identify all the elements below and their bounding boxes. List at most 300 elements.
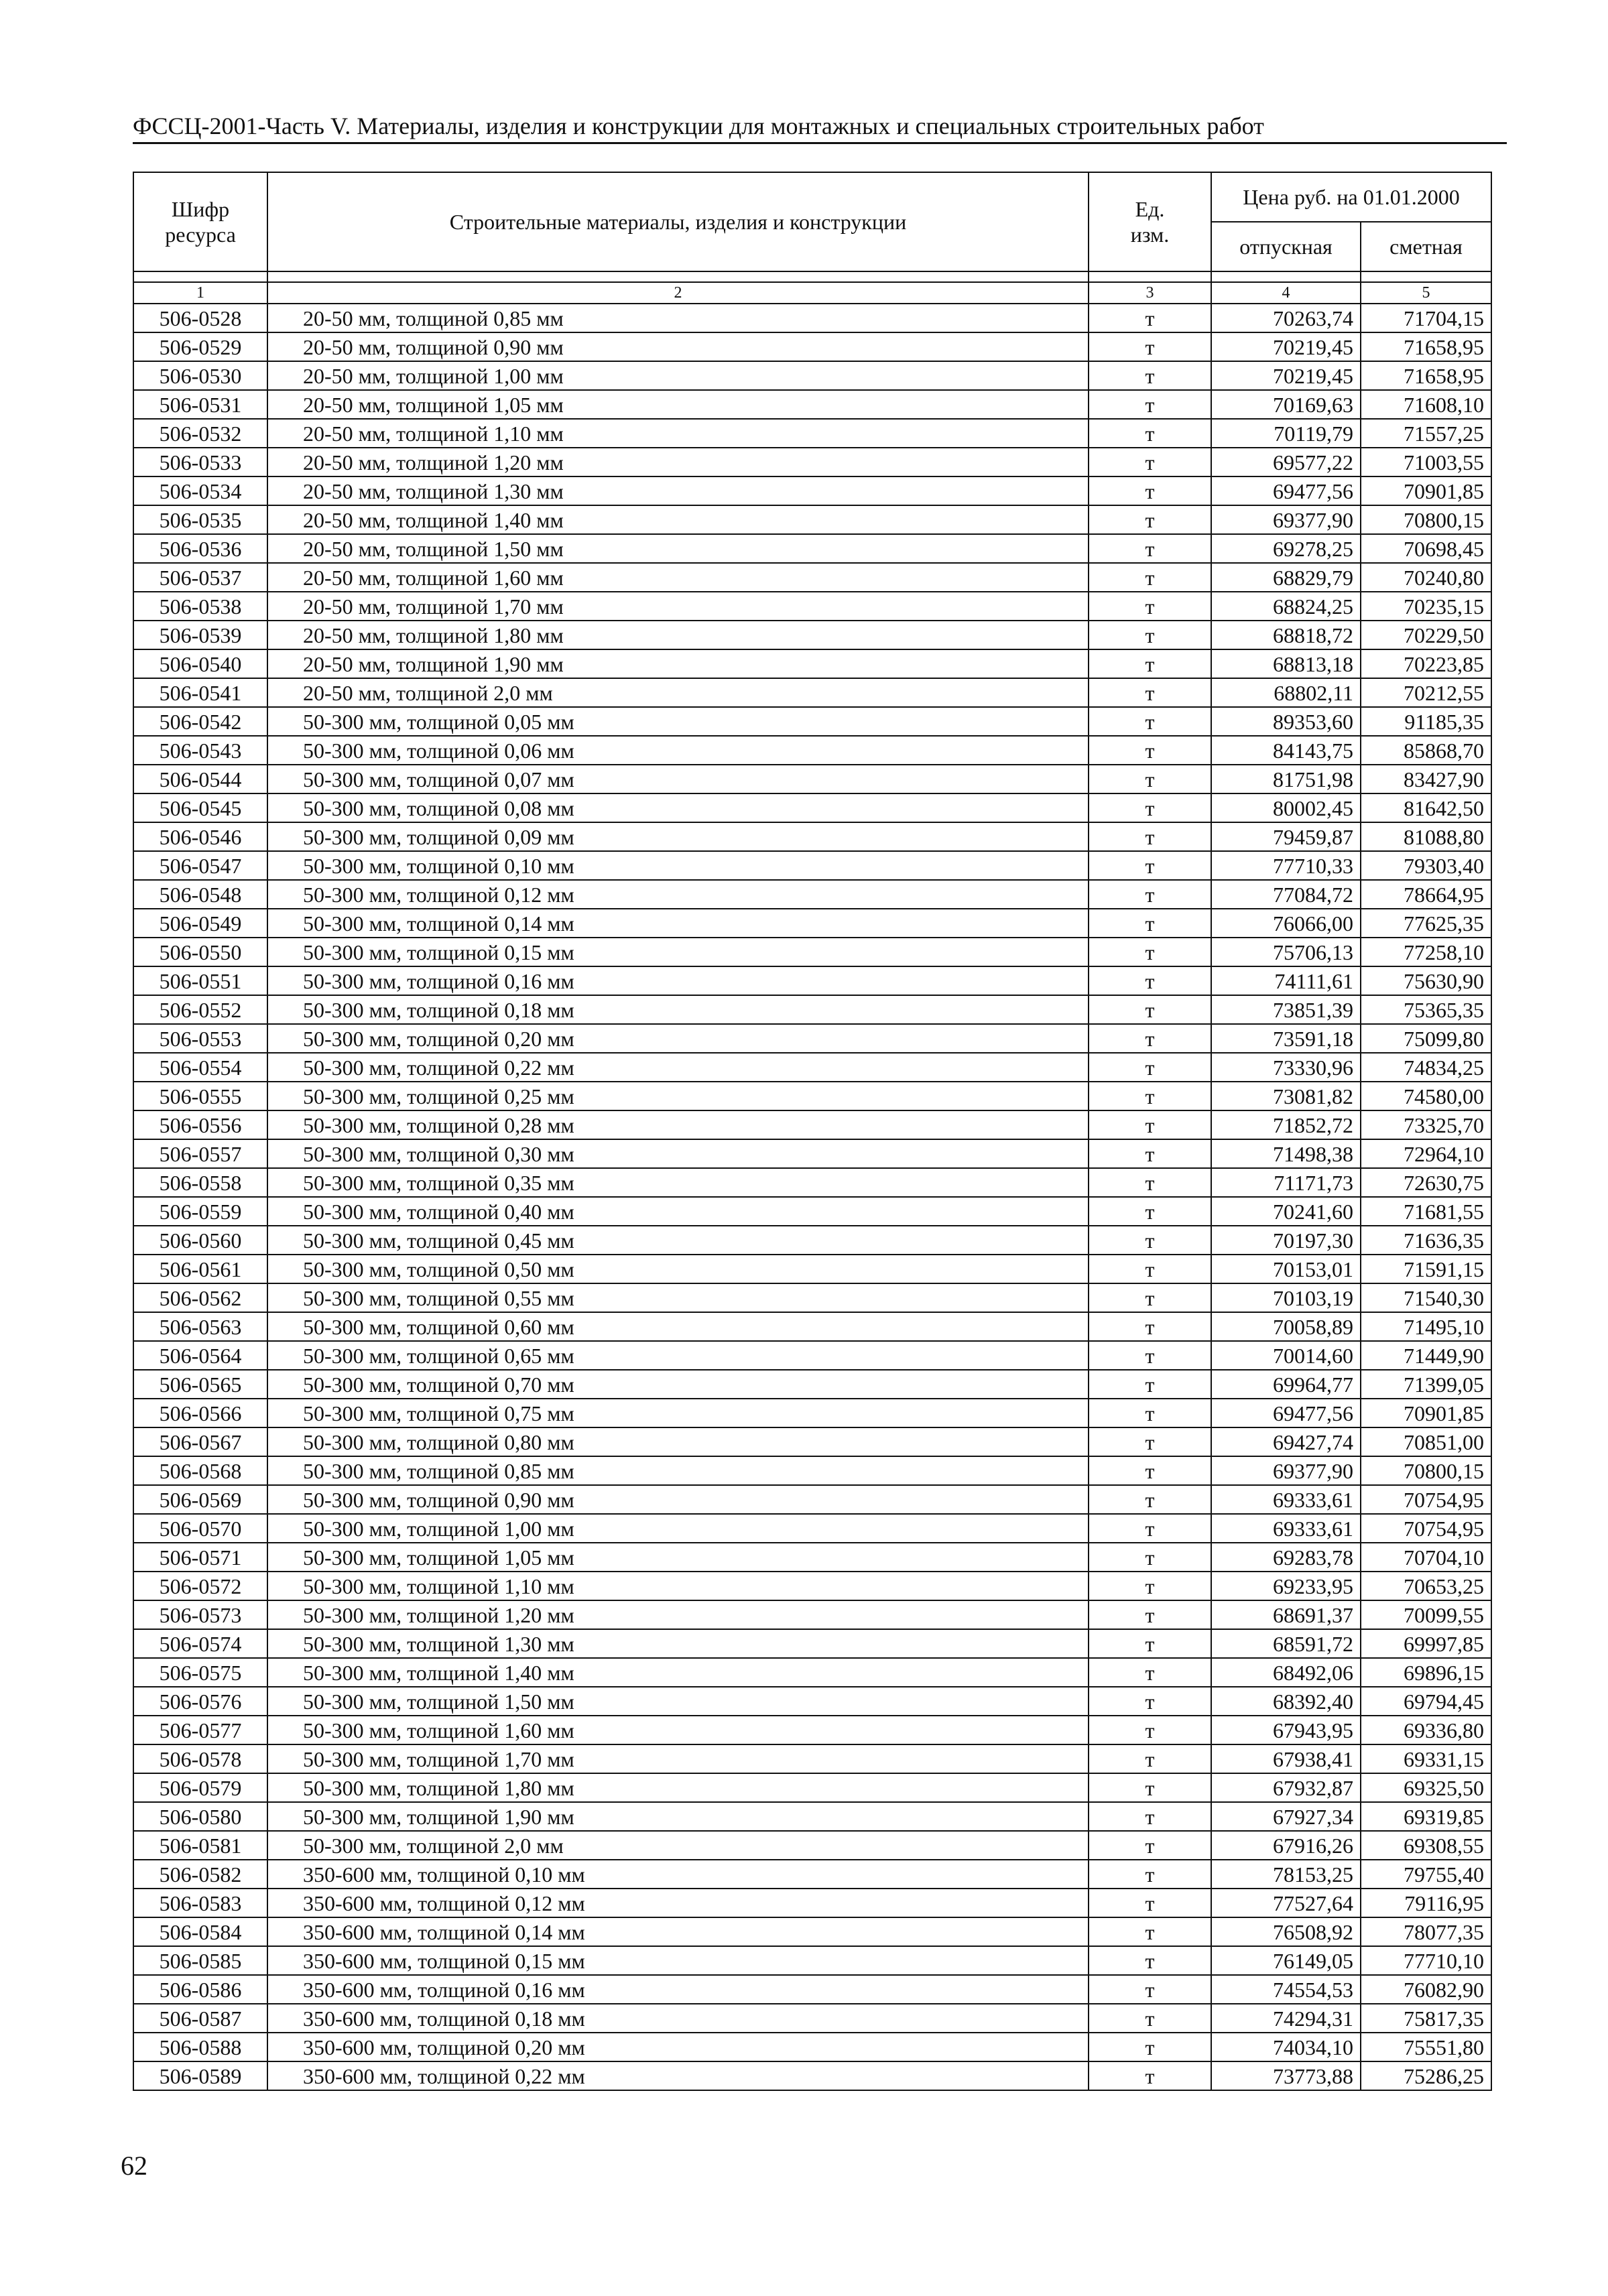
- unit: т: [1089, 1744, 1211, 1773]
- material-name: 50-300 мм, толщиной 1,90 мм: [267, 1802, 1089, 1831]
- resource-code: 506-0585: [133, 1946, 267, 1975]
- unit: т: [1089, 1658, 1211, 1687]
- price-release: 67932,87: [1211, 1773, 1361, 1802]
- material-name: 50-300 мм, толщиной 0,25 мм: [267, 1082, 1089, 1110]
- table-row: [133, 1341, 1491, 1370]
- material-name: 50-300 мм, толщиной 0,06 мм: [267, 736, 1089, 765]
- price-release: 77527,64: [1211, 1889, 1361, 1917]
- table-row: [133, 1572, 1491, 1600]
- price-release: 69278,25: [1211, 534, 1361, 563]
- price-release: 71498,38: [1211, 1139, 1361, 1168]
- unit: т: [1089, 1399, 1211, 1427]
- resource-code: 506-0571: [133, 1543, 267, 1572]
- material-name: 50-300 мм, толщиной 0,35 мм: [267, 1168, 1089, 1197]
- unit: т: [1089, 1139, 1211, 1168]
- table-row: [133, 563, 1491, 592]
- unit: т: [1089, 1543, 1211, 1572]
- price-estimate: 79755,40: [1361, 1860, 1491, 1889]
- material-name: 50-300 мм, толщиной 0,80 мм: [267, 1427, 1089, 1456]
- material-name: 50-300 мм, толщиной 1,10 мм: [267, 1572, 1089, 1600]
- material-name: 50-300 мм, толщиной 1,05 мм: [267, 1543, 1089, 1572]
- price-release: 67927,34: [1211, 1802, 1361, 1831]
- table-row: [133, 822, 1491, 851]
- unit: т: [1089, 793, 1211, 822]
- resource-code: 506-0557: [133, 1139, 267, 1168]
- resource-code: 506-0537: [133, 563, 267, 592]
- unit: т: [1089, 1255, 1211, 1283]
- table-row: [133, 1427, 1491, 1456]
- price-estimate: 71003,55: [1361, 448, 1491, 476]
- table-row: [133, 1082, 1491, 1110]
- material-name: 50-300 мм, толщиной 0,07 мм: [267, 765, 1089, 793]
- resource-code: 506-0584: [133, 1917, 267, 1946]
- resource-code: 506-0529: [133, 332, 267, 361]
- unit: т: [1089, 880, 1211, 909]
- material-name: 50-300 мм, толщиной 1,40 мм: [267, 1658, 1089, 1687]
- resource-code: 506-0581: [133, 1831, 267, 1860]
- resource-code: 506-0560: [133, 1226, 267, 1255]
- price-release: 77084,72: [1211, 880, 1361, 909]
- unit: т: [1089, 851, 1211, 880]
- price-table: [133, 172, 1492, 2091]
- material-name: 50-300 мм, толщиной 2,0 мм: [267, 1831, 1089, 1860]
- table-row: [133, 1600, 1491, 1629]
- price-release: 70263,74: [1211, 304, 1361, 332]
- resource-code: 506-0568: [133, 1456, 267, 1485]
- unit: т: [1089, 938, 1211, 966]
- unit: т: [1089, 1773, 1211, 1802]
- unit: т: [1089, 332, 1211, 361]
- price-release: 73591,18: [1211, 1024, 1361, 1053]
- unit: т: [1089, 448, 1211, 476]
- resource-code: 506-0576: [133, 1687, 267, 1716]
- page-number: 62: [121, 2151, 147, 2181]
- price-estimate: 71449,90: [1361, 1341, 1491, 1370]
- column-number: 5: [1361, 282, 1491, 304]
- price-release: 73851,39: [1211, 995, 1361, 1024]
- material-name: 350-600 мм, толщиной 0,16 мм: [267, 1975, 1089, 2004]
- material-name: 50-300 мм, толщиной 0,55 мм: [267, 1283, 1089, 1312]
- unit: т: [1089, 534, 1211, 563]
- price-release: 79459,87: [1211, 822, 1361, 851]
- price-estimate: 85868,70: [1361, 736, 1491, 765]
- table-row: [133, 765, 1491, 793]
- price-estimate: 75817,35: [1361, 2004, 1491, 2033]
- table-row: [133, 1716, 1491, 1744]
- table-row: [133, 1658, 1491, 1687]
- table-row: [133, 1917, 1491, 1946]
- price-release: 70058,89: [1211, 1312, 1361, 1341]
- resource-code: 506-0559: [133, 1197, 267, 1226]
- price-estimate: 70851,00: [1361, 1427, 1491, 1456]
- material-name: 50-300 мм, толщиной 0,12 мм: [267, 880, 1089, 909]
- unit: т: [1089, 1485, 1211, 1514]
- price-estimate: 91185,35: [1361, 707, 1491, 736]
- table-row: [133, 2033, 1491, 2061]
- material-name: 350-600 мм, толщиной 0,18 мм: [267, 2004, 1089, 2033]
- table-row: [133, 534, 1491, 563]
- resource-code: 506-0575: [133, 1658, 267, 1687]
- price-release: 69964,77: [1211, 1370, 1361, 1399]
- table-row: [133, 304, 1491, 332]
- resource-code: 506-0579: [133, 1773, 267, 1802]
- price-estimate: 77258,10: [1361, 938, 1491, 966]
- resource-code: 506-0564: [133, 1341, 267, 1370]
- price-release: 74294,31: [1211, 2004, 1361, 2033]
- table-row: [133, 1543, 1491, 1572]
- material-name: 20-50 мм, толщиной 1,20 мм: [267, 448, 1089, 476]
- table-row: [133, 736, 1491, 765]
- resource-code: 506-0586: [133, 1975, 267, 2004]
- material-name: 50-300 мм, толщиной 1,00 мм: [267, 1514, 1089, 1543]
- resource-code: 506-0570: [133, 1514, 267, 1543]
- header-spacer: [133, 271, 1491, 282]
- unit: т: [1089, 2004, 1211, 2033]
- price-release: 78153,25: [1211, 1860, 1361, 1889]
- material-name: 50-300 мм, толщиной 0,30 мм: [267, 1139, 1089, 1168]
- price-estimate: 75630,90: [1361, 966, 1491, 995]
- price-estimate: 81088,80: [1361, 822, 1491, 851]
- table-row: [133, 1975, 1491, 2004]
- unit: т: [1089, 2033, 1211, 2061]
- material-name: 350-600 мм, толщиной 0,20 мм: [267, 2033, 1089, 2061]
- resource-code: 506-0558: [133, 1168, 267, 1197]
- price-release: 75706,13: [1211, 938, 1361, 966]
- price-release: 77710,33: [1211, 851, 1361, 880]
- table-row: [133, 966, 1491, 995]
- table-row: [133, 1946, 1491, 1975]
- unit: т: [1089, 765, 1211, 793]
- header-unit: Ед. изм.: [1089, 172, 1211, 271]
- resource-code: 506-0588: [133, 2033, 267, 2061]
- table-body: [133, 304, 1491, 2090]
- table-row: [133, 851, 1491, 880]
- header-price-release: отпускная: [1211, 222, 1361, 271]
- column-number: 4: [1211, 282, 1361, 304]
- material-name: 20-50 мм, толщиной 1,90 мм: [267, 649, 1089, 678]
- table-row: [133, 1255, 1491, 1283]
- table-row: [133, 1110, 1491, 1139]
- table-row: [133, 1139, 1491, 1168]
- column-number: 1: [133, 282, 267, 304]
- price-estimate: 75551,80: [1361, 2033, 1491, 2061]
- price-estimate: 71557,25: [1361, 419, 1491, 448]
- material-name: 50-300 мм, толщиной 0,09 мм: [267, 822, 1089, 851]
- price-estimate: 71704,15: [1361, 304, 1491, 332]
- resource-code: 506-0532: [133, 419, 267, 448]
- table-row: [133, 1399, 1491, 1427]
- unit: т: [1089, 476, 1211, 505]
- resource-code: 506-0542: [133, 707, 267, 736]
- resource-code: 506-0578: [133, 1744, 267, 1773]
- unit: т: [1089, 1226, 1211, 1255]
- table-row: [133, 707, 1491, 736]
- material-name: 20-50 мм, толщиной 1,10 мм: [267, 419, 1089, 448]
- column-number: 2: [267, 282, 1089, 304]
- price-release: 69477,56: [1211, 1399, 1361, 1427]
- price-estimate: 73325,70: [1361, 1110, 1491, 1139]
- price-release: 71852,72: [1211, 1110, 1361, 1139]
- material-name: 50-300 мм, толщиной 0,15 мм: [267, 938, 1089, 966]
- resource-code: 506-0549: [133, 909, 267, 938]
- price-estimate: 78077,35: [1361, 1917, 1491, 1946]
- page-header: [133, 111, 1507, 144]
- table-row: [133, 880, 1491, 909]
- resource-code: 506-0589: [133, 2061, 267, 2090]
- resource-code: 506-0583: [133, 1889, 267, 1917]
- resource-code: 506-0555: [133, 1082, 267, 1110]
- resource-code: 506-0554: [133, 1053, 267, 1082]
- material-name: 50-300 мм, толщиной 0,20 мм: [267, 1024, 1089, 1053]
- table-row: [133, 1053, 1491, 1082]
- unit: т: [1089, 563, 1211, 592]
- price-release: 74111,61: [1211, 966, 1361, 995]
- table-row: [133, 1514, 1491, 1543]
- price-release: 84143,75: [1211, 736, 1361, 765]
- price-estimate: 71658,95: [1361, 332, 1491, 361]
- resource-code: 506-0545: [133, 793, 267, 822]
- price-release: 70014,60: [1211, 1341, 1361, 1370]
- resource-code: 506-0528: [133, 304, 267, 332]
- price-estimate: 71608,10: [1361, 390, 1491, 419]
- material-name: 50-300 мм, толщиной 1,60 мм: [267, 1716, 1089, 1744]
- price-release: 68492,06: [1211, 1658, 1361, 1687]
- unit: т: [1089, 1572, 1211, 1600]
- price-release: 67943,95: [1211, 1716, 1361, 1744]
- table-row: [133, 1312, 1491, 1341]
- price-release: 70197,30: [1211, 1226, 1361, 1255]
- material-name: 50-300 мм, толщиной 0,10 мм: [267, 851, 1089, 880]
- price-estimate: 77710,10: [1361, 1946, 1491, 1975]
- price-estimate: 70754,95: [1361, 1514, 1491, 1543]
- table-row: [133, 1168, 1491, 1197]
- unit: т: [1089, 1456, 1211, 1485]
- table-row: [133, 909, 1491, 938]
- unit: т: [1089, 390, 1211, 419]
- resource-code: 506-0582: [133, 1860, 267, 1889]
- price-release: 74034,10: [1211, 2033, 1361, 2061]
- resource-code: 506-0562: [133, 1283, 267, 1312]
- resource-code: 506-0566: [133, 1399, 267, 1427]
- price-estimate: 71495,10: [1361, 1312, 1491, 1341]
- table-row: [133, 1889, 1491, 1917]
- price-release: 69477,56: [1211, 476, 1361, 505]
- unit: т: [1089, 1716, 1211, 1744]
- price-release: 68591,72: [1211, 1629, 1361, 1658]
- material-name: 50-300 мм, толщиной 0,14 мм: [267, 909, 1089, 938]
- table-row: [133, 1024, 1491, 1053]
- material-name: 50-300 мм, толщиной 0,28 мм: [267, 1110, 1089, 1139]
- material-name: 50-300 мм, толщиной 0,22 мм: [267, 1053, 1089, 1082]
- material-name: 350-600 мм, толщиной 0,12 мм: [267, 1889, 1089, 1917]
- unit: т: [1089, 1975, 1211, 2004]
- unit: т: [1089, 361, 1211, 390]
- price-estimate: 71636,35: [1361, 1226, 1491, 1255]
- resource-code: 506-0556: [133, 1110, 267, 1139]
- price-release: 68818,72: [1211, 621, 1361, 649]
- price-release: 71171,73: [1211, 1168, 1361, 1197]
- table-row: [133, 1802, 1491, 1831]
- price-release: 69577,22: [1211, 448, 1361, 476]
- price-estimate: 74834,25: [1361, 1053, 1491, 1082]
- price-release: 69233,95: [1211, 1572, 1361, 1600]
- price-estimate: 71540,30: [1361, 1283, 1491, 1312]
- price-estimate: 70235,15: [1361, 592, 1491, 621]
- table-row: [133, 2061, 1491, 2090]
- unit: т: [1089, 505, 1211, 534]
- price-release: 76508,92: [1211, 1917, 1361, 1946]
- material-name: 20-50 мм, толщиной 1,80 мм: [267, 621, 1089, 649]
- price-release: 67916,26: [1211, 1831, 1361, 1860]
- price-release: 76149,05: [1211, 1946, 1361, 1975]
- unit: т: [1089, 995, 1211, 1024]
- unit: т: [1089, 1889, 1211, 1917]
- table-row: [133, 1197, 1491, 1226]
- material-name: 20-50 мм, толщиной 2,0 мм: [267, 678, 1089, 707]
- table-row: [133, 938, 1491, 966]
- price-release: 69377,90: [1211, 1456, 1361, 1485]
- unit: т: [1089, 1600, 1211, 1629]
- header-price: Цена руб. на 01.01.2000: [1211, 172, 1491, 222]
- resource-code: 506-0551: [133, 966, 267, 995]
- table-row: [133, 1831, 1491, 1860]
- resource-code: 506-0544: [133, 765, 267, 793]
- material-name: 50-300 мм, толщиной 0,45 мм: [267, 1226, 1089, 1255]
- price-estimate: 74580,00: [1361, 1082, 1491, 1110]
- document-title: ФССЦ-2001-Часть V. Материалы, изделия и конструкции для монтажных и специальных строительных работ: [133, 113, 1264, 139]
- table-row: [133, 390, 1491, 419]
- price-estimate: 75365,35: [1361, 995, 1491, 1024]
- price-estimate: 71591,15: [1361, 1255, 1491, 1283]
- price-release: 69283,78: [1211, 1543, 1361, 1572]
- unit: т: [1089, 419, 1211, 448]
- material-name: 50-300 мм, толщиной 1,50 мм: [267, 1687, 1089, 1716]
- price-estimate: 70653,25: [1361, 1572, 1491, 1600]
- price-estimate: 70704,10: [1361, 1543, 1491, 1572]
- price-release: 69333,61: [1211, 1485, 1361, 1514]
- price-release: 70219,45: [1211, 361, 1361, 390]
- material-name: 50-300 мм, толщиной 0,75 мм: [267, 1399, 1089, 1427]
- unit: т: [1089, 1341, 1211, 1370]
- unit: т: [1089, 1514, 1211, 1543]
- price-release: 68802,11: [1211, 678, 1361, 707]
- price-estimate: 75286,25: [1361, 2061, 1491, 2090]
- resource-code: 506-0552: [133, 995, 267, 1024]
- price-release: 73081,82: [1211, 1082, 1361, 1110]
- price-estimate: 79303,40: [1361, 851, 1491, 880]
- unit: т: [1089, 1312, 1211, 1341]
- unit: т: [1089, 1427, 1211, 1456]
- material-name: 50-300 мм, толщиной 0,70 мм: [267, 1370, 1089, 1399]
- table-row: [133, 1629, 1491, 1658]
- material-name: 50-300 мм, толщиной 1,30 мм: [267, 1629, 1089, 1658]
- table-row: [133, 476, 1491, 505]
- price-estimate: 75099,80: [1361, 1024, 1491, 1053]
- price-estimate: 71658,95: [1361, 361, 1491, 390]
- resource-code: 506-0543: [133, 736, 267, 765]
- header-price-estimate: сметная: [1361, 222, 1491, 271]
- table-row: [133, 332, 1491, 361]
- material-name: 20-50 мм, толщиной 1,05 мм: [267, 390, 1089, 419]
- table-row: [133, 1283, 1491, 1312]
- table-row: [133, 1744, 1491, 1773]
- resource-code: 506-0553: [133, 1024, 267, 1053]
- price-release: 68824,25: [1211, 592, 1361, 621]
- material-name: 50-300 мм, толщиной 1,80 мм: [267, 1773, 1089, 1802]
- price-release: 68829,79: [1211, 563, 1361, 592]
- price-estimate: 79116,95: [1361, 1889, 1491, 1917]
- material-name: 350-600 мм, толщиной 0,10 мм: [267, 1860, 1089, 1889]
- table-row: [133, 2004, 1491, 2033]
- price-release: 69377,90: [1211, 505, 1361, 534]
- resource-code: 506-0561: [133, 1255, 267, 1283]
- unit: т: [1089, 2061, 1211, 2090]
- column-numbers-row: [133, 282, 1491, 304]
- material-name: 350-600 мм, толщиной 0,22 мм: [267, 2061, 1089, 2090]
- price-estimate: 70901,85: [1361, 1399, 1491, 1427]
- material-name: 50-300 мм, толщиной 0,16 мм: [267, 966, 1089, 995]
- material-name: 50-300 мм, толщиной 0,05 мм: [267, 707, 1089, 736]
- material-name: 20-50 мм, толщиной 1,30 мм: [267, 476, 1089, 505]
- unit: т: [1089, 1082, 1211, 1110]
- resource-code: 506-0541: [133, 678, 267, 707]
- price-release: 73330,96: [1211, 1053, 1361, 1082]
- price-estimate: 72964,10: [1361, 1139, 1491, 1168]
- price-release: 68691,37: [1211, 1600, 1361, 1629]
- unit: т: [1089, 592, 1211, 621]
- price-release: 70103,19: [1211, 1283, 1361, 1312]
- price-release: 80002,45: [1211, 793, 1361, 822]
- resource-code: 506-0531: [133, 390, 267, 419]
- price-estimate: 69336,80: [1361, 1716, 1491, 1744]
- unit: т: [1089, 736, 1211, 765]
- unit: т: [1089, 909, 1211, 938]
- resource-code: 506-0550: [133, 938, 267, 966]
- unit: т: [1089, 1831, 1211, 1860]
- price-estimate: 70212,55: [1361, 678, 1491, 707]
- resource-code: 506-0534: [133, 476, 267, 505]
- unit: т: [1089, 966, 1211, 995]
- resource-code: 506-0573: [133, 1600, 267, 1629]
- price-estimate: 78664,95: [1361, 880, 1491, 909]
- resource-code: 506-0577: [133, 1716, 267, 1744]
- material-name: 20-50 мм, толщиной 1,00 мм: [267, 361, 1089, 390]
- price-release: 69427,74: [1211, 1427, 1361, 1456]
- material-name: 350-600 мм, толщиной 0,14 мм: [267, 1917, 1089, 1946]
- resource-code: 506-0540: [133, 649, 267, 678]
- resource-code: 506-0547: [133, 851, 267, 880]
- price-release: 67938,41: [1211, 1744, 1361, 1773]
- price-estimate: 70800,15: [1361, 1456, 1491, 1485]
- unit: т: [1089, 1024, 1211, 1053]
- price-release: 70241,60: [1211, 1197, 1361, 1226]
- price-estimate: 71681,55: [1361, 1197, 1491, 1226]
- price-release: 68813,18: [1211, 649, 1361, 678]
- material-name: 50-300 мм, толщиной 0,18 мм: [267, 995, 1089, 1024]
- unit: т: [1089, 1370, 1211, 1399]
- price-estimate: 69319,85: [1361, 1802, 1491, 1831]
- material-name: 50-300 мм, толщиной 0,85 мм: [267, 1456, 1089, 1485]
- price-release: 73773,88: [1211, 2061, 1361, 2090]
- unit: т: [1089, 822, 1211, 851]
- unit: т: [1089, 304, 1211, 332]
- price-release: 74554,53: [1211, 1975, 1361, 2004]
- resource-code: 506-0535: [133, 505, 267, 534]
- resource-code: 506-0580: [133, 1802, 267, 1831]
- price-estimate: 70223,85: [1361, 649, 1491, 678]
- table-row: [133, 1485, 1491, 1514]
- table-row: [133, 448, 1491, 476]
